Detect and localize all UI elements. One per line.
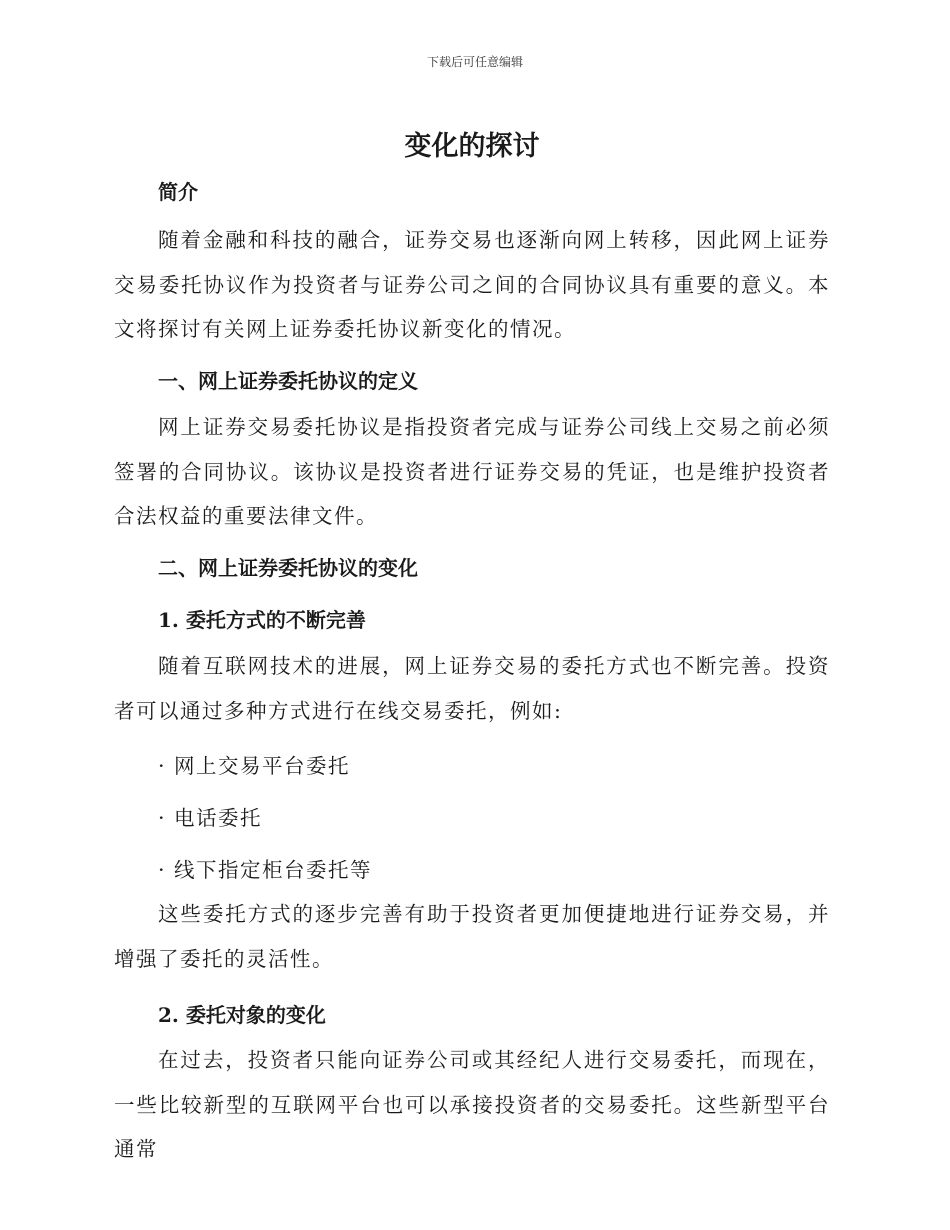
subsection-2-1-heading: 1. 委托方式的不断完善: [158, 608, 366, 632]
list-item: · 线下指定柜台委托等: [158, 858, 373, 882]
section-1-heading: 一、网上证券委托协议的定义: [158, 369, 418, 393]
page-header: 下载后可任意编辑: [426, 55, 523, 69]
section-1-paragraph: 网上证券交易委托协议是指投资者完成与证券公司线上交易之前必须签署的合同协议。该协议是投资者进行证券交易的凭证，也是维护投资者合法权益的重要法律文件。: [114, 415, 830, 528]
subsection-2-1-paragraph-2: 这些委托方式的逐步完善有助于投资者更加便捷地进行证券交易，并增强了委托的灵活性。: [114, 902, 830, 971]
section-2-heading: 二、网上证券委托协议的变化: [158, 556, 418, 580]
subsection-2-1-paragraph: 随着互联网技术的进展，网上证券交易的委托方式也不断完善。投资者可以通过多种方式进行在线交易委托，例如:: [114, 654, 830, 723]
page-title: 变化的探讨: [404, 131, 540, 162]
intro-heading: 简介: [158, 180, 198, 204]
subsection-2-2-paragraph: 在过去，投资者只能向证券公司或其经纪人进行交易委托，而现在，一些比较新型的互联网平台也可以承接投资者的交易委托。这些新型平台通常: [114, 1048, 830, 1161]
subsection-2-2-heading: 2. 委托对象的变化: [158, 1003, 326, 1027]
list-item: · 电话委托: [158, 806, 263, 830]
list-item: · 网上交易平台委托: [158, 754, 351, 778]
intro-paragraph: 随着金融和科技的融合，证券交易也逐渐向网上转移，因此网上证券交易委托协议作为投资者与证券公司之间的合同协议具有重要的意义。本文将探讨有关网上证券委托协议新变化的情况。: [114, 228, 830, 341]
